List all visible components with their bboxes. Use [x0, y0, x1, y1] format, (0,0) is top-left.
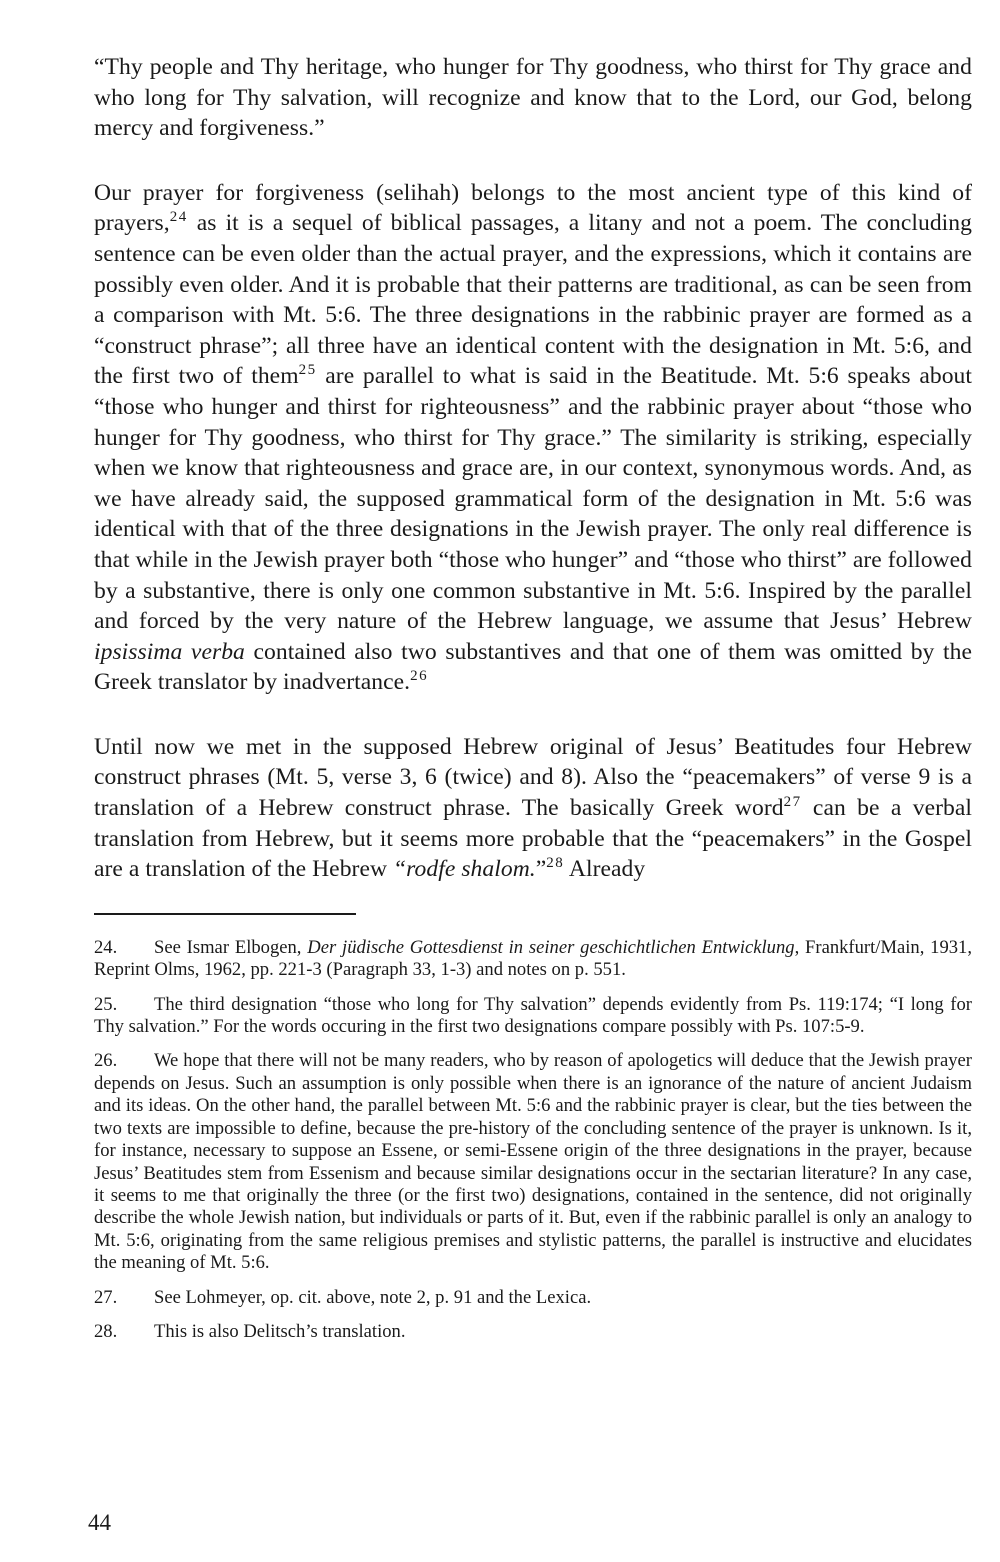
text-run: as it is a sequel of biblical passages, a litany and not a poem. The concluding sentence can be even older than the actual prayer, and the expressions, which it contains are possibly even older. And it is probable that their patterns are traditional, as can be seen from a comparison with Mt. 5:6. The three designations in the rabbinic prayer are formed as a “construct phrase”; all three have an identical content with the designation in Mt. 5:6, and the first two of them — [94, 210, 972, 390]
footnote-text: See Lohmeyer, op. cit. above, note 2, p. 91 and the Lexica. — [154, 1286, 592, 1308]
footnote-number: 27. — [94, 1286, 118, 1308]
text-run: Our prayer for forgiveness (selihah) belongs to the most ancient type of this kind of prayers, — [94, 179, 972, 237]
page-number: 44 — [88, 1510, 111, 1535]
footnote-text: We hope that there will not be many readers, who by reason of apologetics will deduce that the Jewish prayer depends on Jesus. Such an assumption is only possible when there is an ignorance of the nature of ancient Judaism and its ideas. On the other hand, the parallel between Mt. 5:6 and the rabbinic prayer is clear, but the ties between the two texts are impossible to define, because the pre-history of the concluding sentence of the prayer is unknown. Is it, for instance, necessary to suppose an Essene, or semi-Essene origin of the three designations in the prayer, because Jesus’ Beatitudes stem from Essenism and because similar designations occur in the sectarian literature? In any case, it seems to me that originally the three (or the first two) designations, contained in the sentence, did not originally describe the whole Jewish nation, but individuals or parts of it. But, even if the rabbinic parallel is only an analogy to Mt. 5:6, originating from the same religious premises and stylistic patterns, the parallel is instructive and elucidates the meaning of Mt. 5:6. — [94, 1050, 972, 1274]
text-run: can be a verbal translation from Hebrew, but it seems more probable that the “peacemakers” in the Gospel are a translation of the Hebrew — [94, 795, 972, 883]
text-run: contained also two substantives and that one of them was omitted by the Greek translator by inadvertance. — [94, 638, 972, 696]
italic-term: ipsissima verba — [94, 638, 245, 665]
footnote-ref-27[interactable]: 27 — [783, 794, 802, 811]
footnote-number: 24. — [94, 936, 118, 958]
footnote-text: The third designation “those who long for Thy salvation” depends evidently from Ps. 119:174; “I long for Thy salvation.” For the words occuring in the first two designations compare possibly with Ps. 107:5-9. — [94, 993, 972, 1038]
text-run: are parallel to what is said in the Beatitude. Mt. 5:6 speaks about “those who hunger and thirst for righteousness” and the rabbinic prayer about “those who hunger for Thy goodness, who thirst for Thy grace.” The similarity is striking, especially when we know that righteousness and grace are, in our context, synonymous words. And, as we have already said, the supposed grammatical form of the designation in Mt. 5:6 was identical with that of the three designations in the Jewish prayer. The only real difference is that while in the Jewish prayer both “those who hunger” and “those who thirst” are followed by a substantive, there is only one common substantive in Mt. 5:6. Inspired by the parallel and forced by the very nature of the Hebrew language, we assume that Jesus’ Hebrew — [94, 363, 972, 635]
footnote-ref-26[interactable]: 26 — [410, 668, 429, 685]
footnote-text: , Frankfurt/Main, 1931, Reprint Olms, 1962, pp. 221-3 (Paragraph 33, 1-3) and notes on p. 551. — [94, 936, 973, 981]
footnotes — [94, 937, 972, 1344]
paragraph-prayer-quote: “Thy people and Thy heritage, who hunger for Thy goodness, who thirst for Thy grace and who long for Thy salvation, will recognize and know that to the Lord, our God, belong mercy and forgiveness.” — [94, 54, 972, 142]
footnote-text: This is also Delitsch’s translation. — [154, 1320, 406, 1342]
footnote-25 — [94, 994, 972, 1039]
footnote-27 — [94, 1287, 972, 1309]
footnote-ref-24[interactable]: 24 — [169, 209, 188, 226]
footnote-ref-28[interactable]: 28 — [546, 855, 565, 872]
text-run: ” — [535, 856, 547, 883]
footnote-number: 25. — [94, 993, 118, 1015]
footnote-number: 26. — [94, 1050, 118, 1072]
footnote-divider — [94, 913, 356, 915]
footnote-italic-title: Der jüdische Gottesdienst in seiner geschichtlichen Entwicklung — [307, 936, 795, 958]
paragraph-construct-phrases — [94, 732, 972, 885]
text-run: Until now we met in the supposed Hebrew original of Jesus’ Beatitudes four Hebrew construct phrases (Mt. 5, verse 3, 6 (twice) and 8). Also the “peacemakers” of verse 9 is a translation of a Hebrew construct phrase. The basically Greek word — [94, 733, 972, 822]
footnote-text: See Ismar Elbogen, — [154, 936, 308, 958]
footnote-ref-25[interactable]: 25 — [298, 362, 317, 379]
footnote-26 — [94, 1050, 972, 1274]
footnote-28 — [94, 1321, 972, 1343]
italic-term: “rodfe shalom. — [393, 856, 536, 883]
text-run: Already — [564, 856, 646, 883]
paragraph-selihah — [94, 178, 972, 698]
footnote-number: 28. — [94, 1320, 118, 1342]
page-body — [94, 52, 972, 1355]
footnote-24 — [94, 937, 972, 982]
